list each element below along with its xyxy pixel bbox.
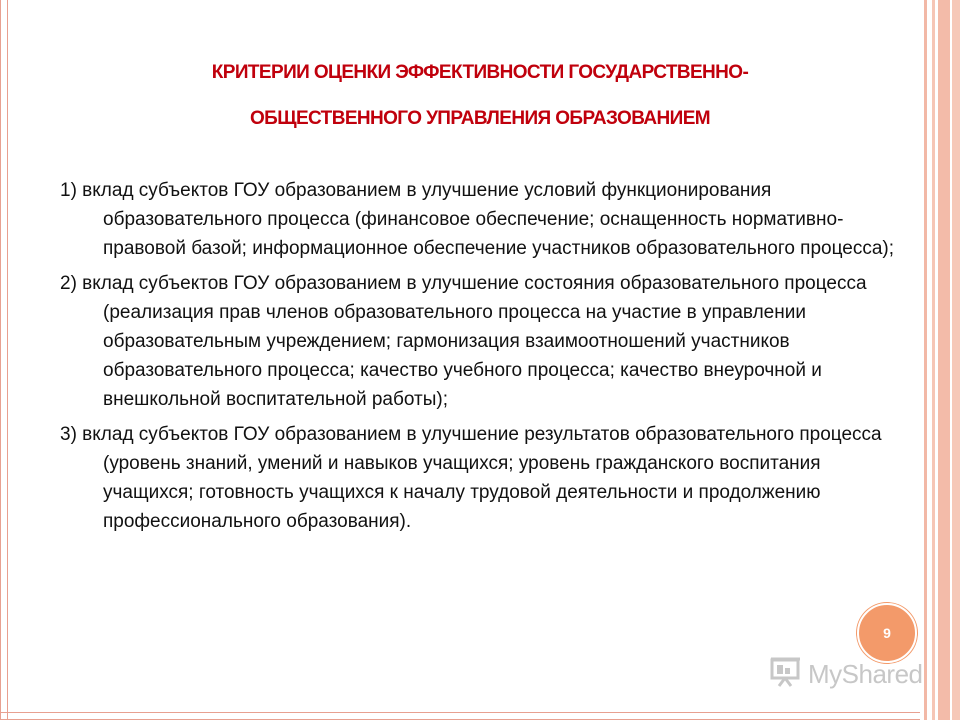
presentation-board-icon bbox=[770, 657, 804, 692]
slide-frame-bottom bbox=[0, 712, 920, 720]
criteria-item-2: 2) вклад субъектов ГОУ образованием в улучшение состояния образовательного процесса (реализация прав членов образовательного процесса на участие в управлении образовательным учреждением; гармонизация взаимоотношений участников образовательного процесса; качество учебного процесса; качество внеурочной и внешкольной воспитательной работы); bbox=[60, 273, 867, 410]
watermark-logo bbox=[770, 656, 923, 692]
page-number-badge bbox=[857, 603, 917, 663]
criteria-item-1: 1) вклад субъектов ГОУ образованием в улучшение условий функционирования образовательного процесса (финансовое обеспечение; оснащенность нормативно-правовой базой; информационное обеспечение участников образовательного процесса); bbox=[60, 180, 895, 259]
decorative-stripes bbox=[920, 0, 960, 720]
page-number: 9 bbox=[883, 625, 891, 641]
criteria-item-3: 3) вклад субъектов ГОУ образованием в улучшение результатов образовательного процесса (уровень знаний, умений и навыков учащихся; уровень гражданского воспитания учащихся; готовность учащихся к началу трудовой деятельности и продолжению профессионального образования). bbox=[60, 424, 882, 532]
slide-title bbox=[100, 50, 860, 142]
slide-frame-left bbox=[0, 0, 8, 720]
criteria-list bbox=[60, 176, 900, 542]
slide-title-line-1: КРИТЕРИИ ОЦЕНКИ ЭФФЕКТИВНОСТИ ГОСУДАРСТВЕННО- bbox=[211, 62, 749, 83]
watermark-text: MyShared bbox=[808, 658, 923, 689]
slide-title-line-2: ОБЩЕСТВЕННОГО УПРАВЛЕНИЯ ОБРАЗОВАНИЕМ bbox=[249, 108, 711, 129]
